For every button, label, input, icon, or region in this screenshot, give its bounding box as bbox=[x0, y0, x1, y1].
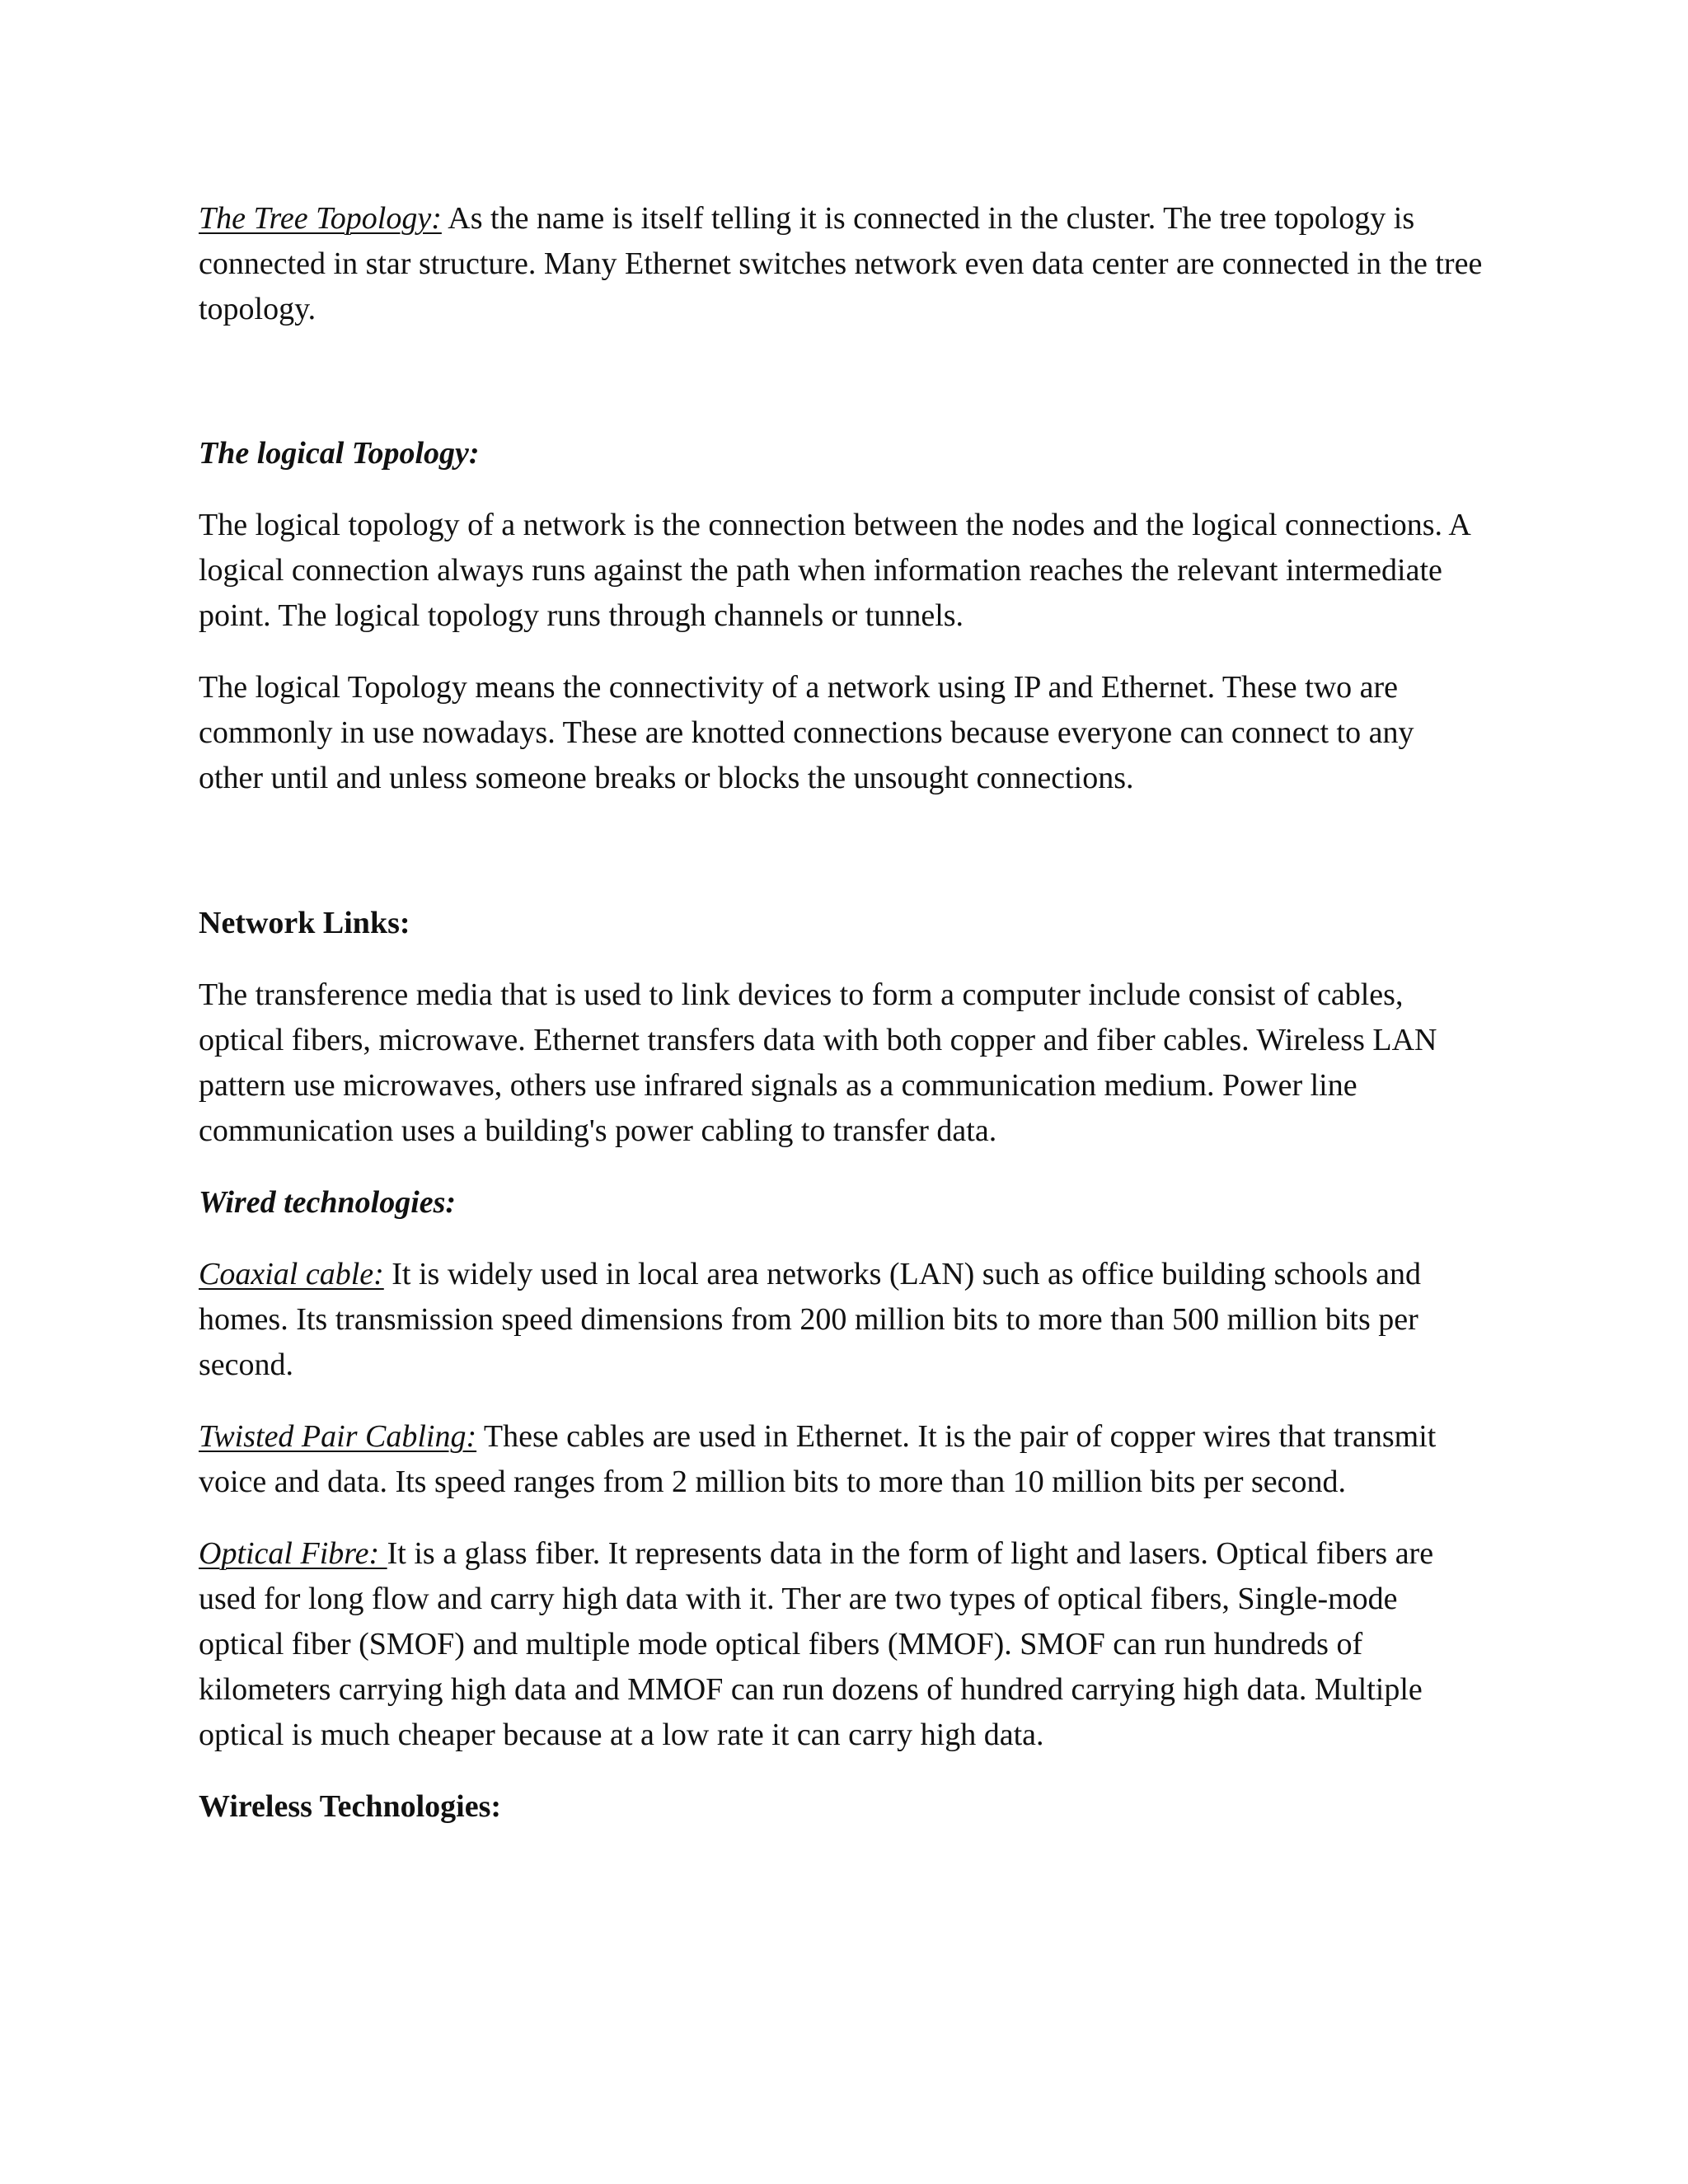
tree-topology-text: As the name is itself telling it is connected in the cluster. The tree topology is connected in star structure. Many Ethernet switches network even data center are connected in the tree topology. bbox=[199, 201, 1483, 326]
tree-topology-paragraph bbox=[199, 196, 1484, 332]
logical-topology-paragraph-2: The logical Topology means the connectivity of a network using IP and Ethernet. These two are commonly in use nowadays. These are knotted connections because everyone can connect to any other until and unless someone breaks or blocks the unsought connections. bbox=[199, 670, 1414, 795]
wireless-technologies-heading: Wireless Technologies: bbox=[199, 1789, 502, 1824]
optical-fibre-text: It is a glass fiber. It represents data in the form of light and lasers. Optical fibers are used for long flow and carry high data with it. Ther are two types of optical fibers, Single-mode optical fiber (SMOF) and multiple mode optical fibers (MMOF). SMOF can run hundreds of kilometers carrying high data and MMOF can run dozens of hundred carrying high data. Multiple optical is much cheaper because at a low rate it can carry high data. bbox=[199, 1536, 1434, 1752]
twisted-pair-text: These cables are used in Ethernet. It is the pair of copper wires that transmit voice and data. Its speed ranges from 2 million bits to more than 10 million bits per second. bbox=[199, 1419, 1437, 1499]
document-body bbox=[199, 196, 1484, 1830]
coaxial-cable-paragraph bbox=[199, 1252, 1484, 1388]
logical-topology-heading: The logical Topology: bbox=[199, 436, 480, 471]
coaxial-cable-lead: Coaxial cable: bbox=[199, 1257, 384, 1291]
optical-fibre-paragraph bbox=[199, 1531, 1484, 1758]
twisted-pair-lead: Twisted Pair Cabling: bbox=[199, 1419, 477, 1454]
wired-technologies-heading: Wired technologies: bbox=[199, 1185, 457, 1220]
tree-topology-lead: The Tree Topology: bbox=[199, 201, 442, 236]
network-links-heading: Network Links: bbox=[199, 906, 410, 940]
optical-fibre-lead: Optical Fibre: bbox=[199, 1536, 387, 1571]
coaxial-cable-text: It is widely used in local area networks (LAN) such as office building schools and homes. Its transmission speed dimensions from 200 million bits to more than 500 million bits per second. bbox=[199, 1257, 1422, 1382]
twisted-pair-paragraph bbox=[199, 1414, 1484, 1505]
logical-topology-paragraph-1: The logical topology of a network is the connection between the nodes and the logical connections. A logical connection always runs against the path when information reaches the relevant intermediate point. The logical topology runs through channels or tunnels. bbox=[199, 508, 1470, 633]
network-links-paragraph: The transference media that is used to link devices to form a computer include consist of cables, optical fibers, microwave. Ethernet transfers data with both copper and fiber cables. Wireless LAN pattern use microwaves, others use infrared signals as a communication medium. Power line communication uses a building's power cabling to transfer data. bbox=[199, 977, 1437, 1148]
